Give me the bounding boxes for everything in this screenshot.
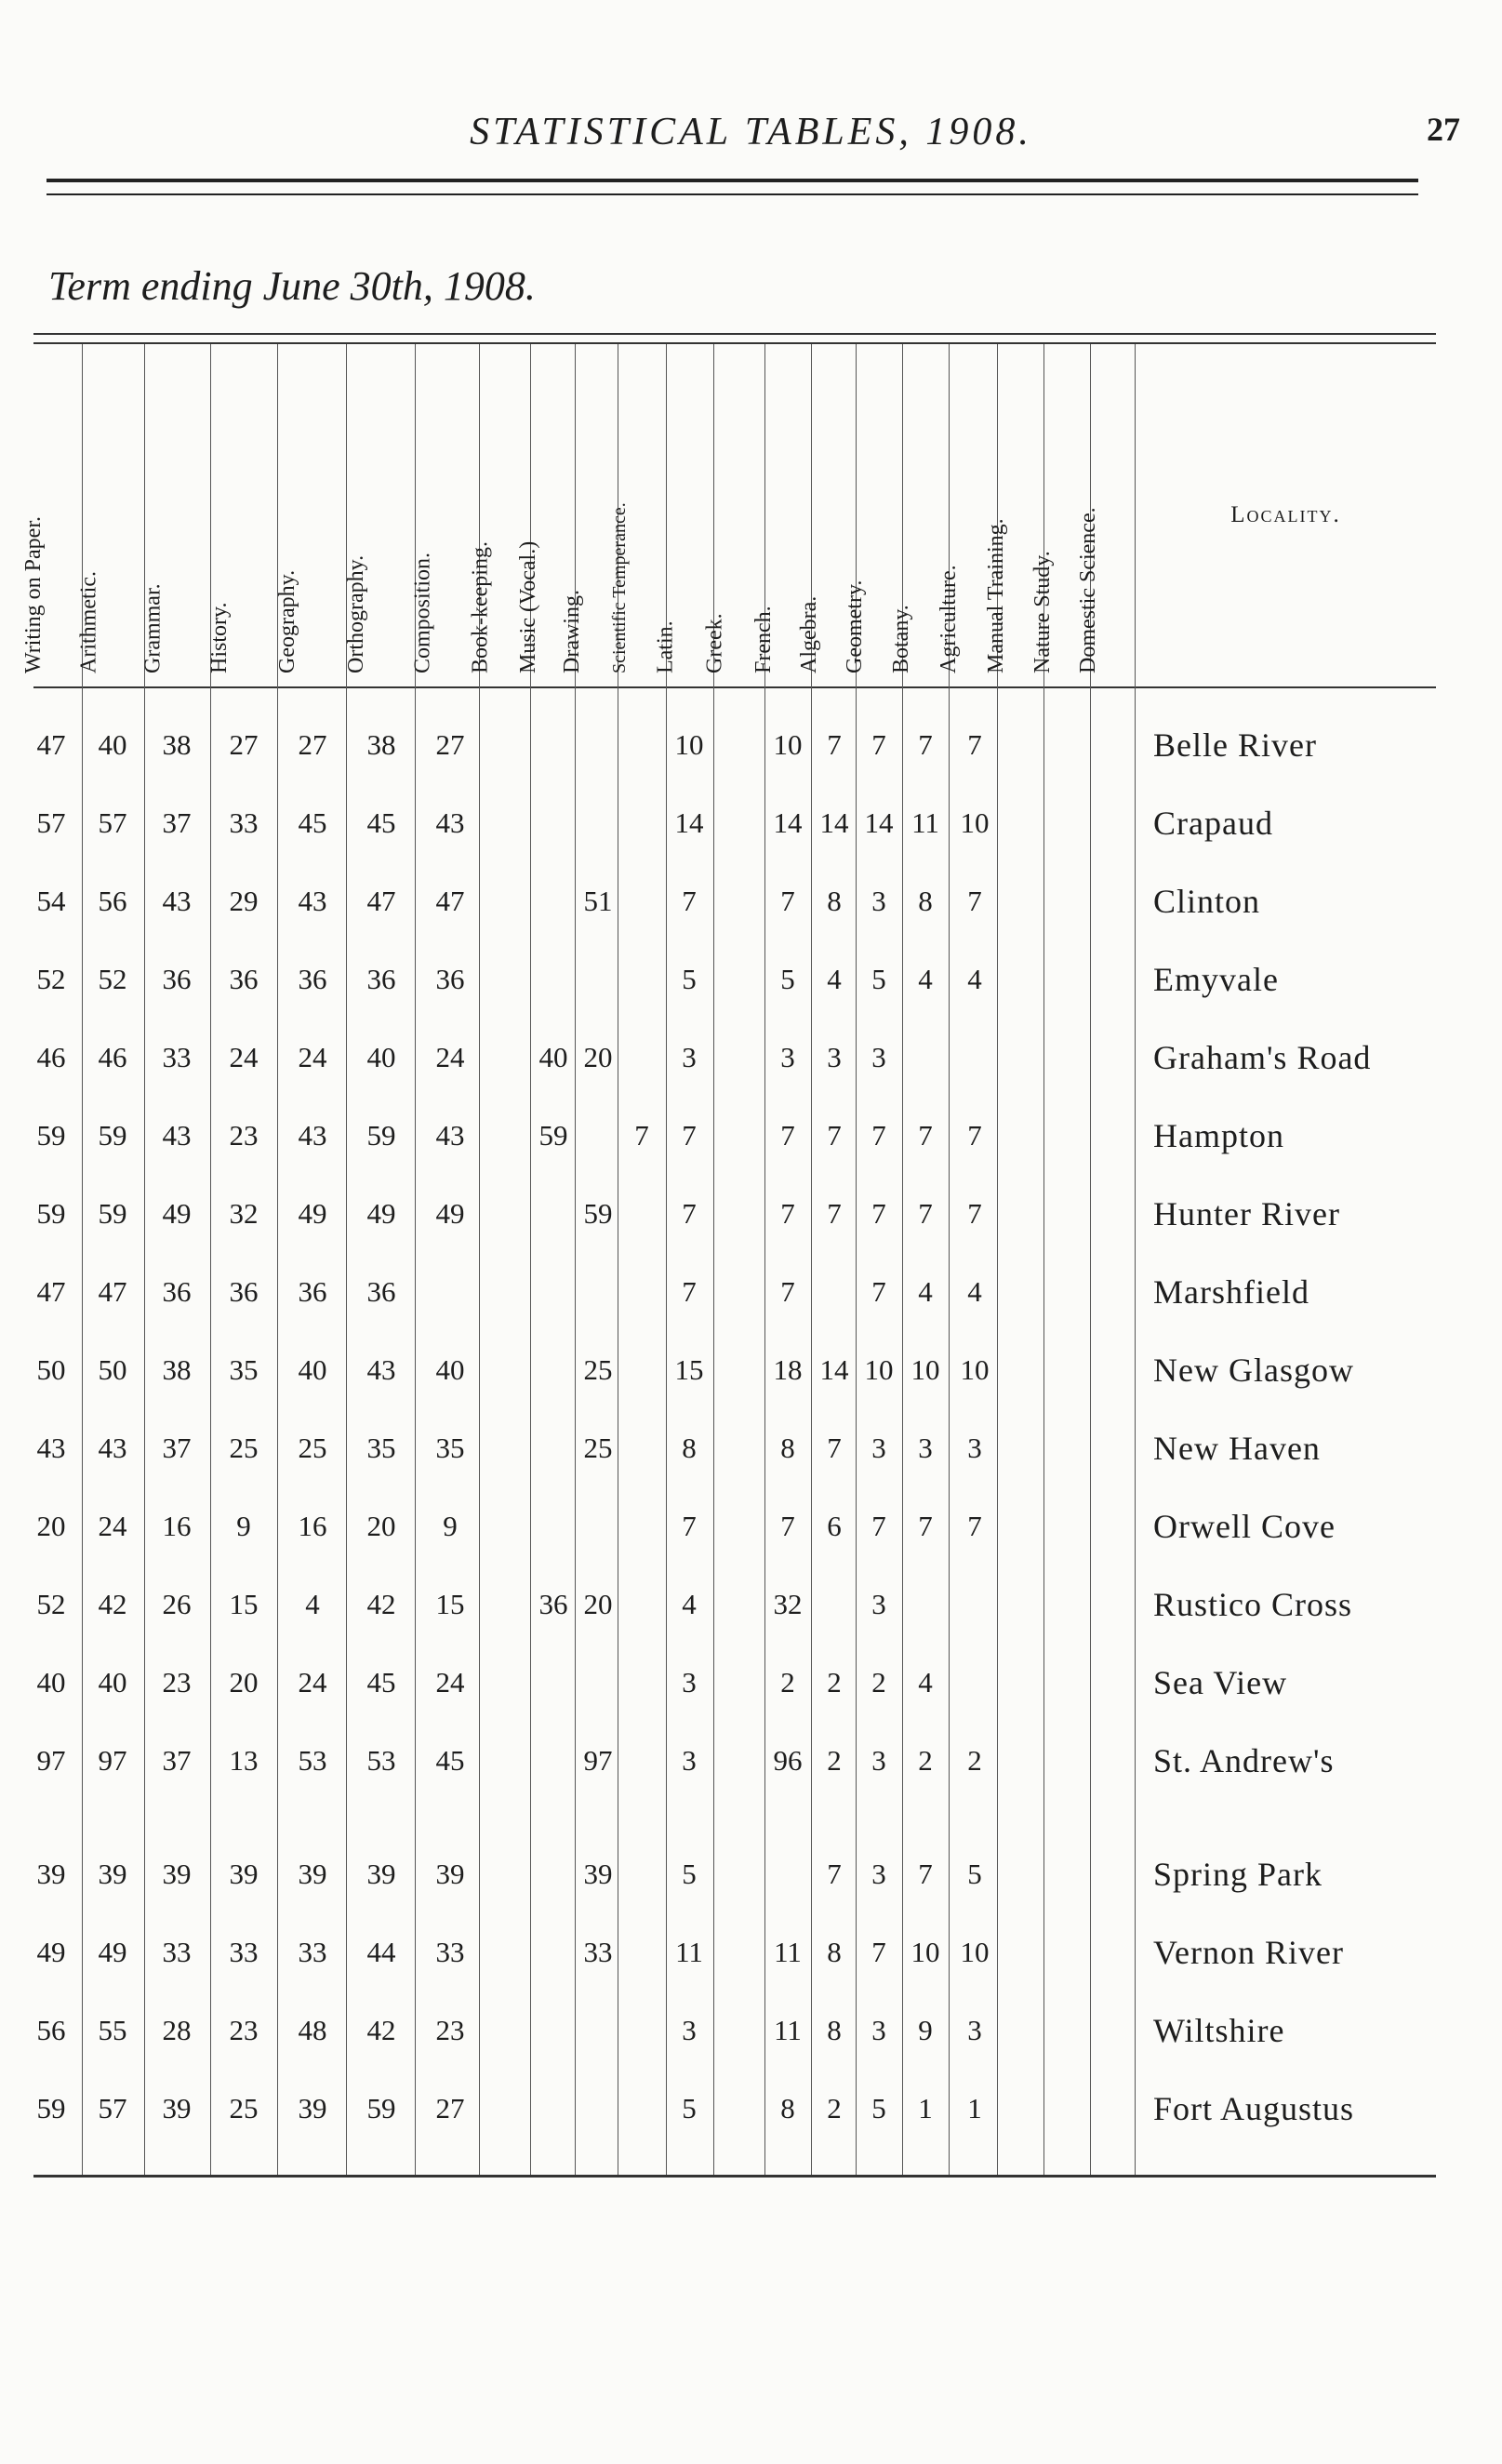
- locality-name: New Glasgow: [1153, 1352, 1354, 1389]
- table-cell: 3: [871, 1588, 886, 1620]
- table-cell: 20: [583, 1041, 613, 1073]
- table-cell: 3: [827, 1041, 842, 1073]
- table-cell: 59: [98, 1119, 127, 1152]
- table-cell: 49: [366, 1197, 396, 1230]
- table-cell: 28: [162, 2014, 192, 2046]
- table-cell: 37: [162, 1432, 192, 1464]
- table-cell: 15: [435, 1588, 465, 1620]
- table-cell: 40: [538, 1041, 568, 1073]
- table-cell: 7: [918, 1510, 933, 1542]
- table-cell: 27: [435, 2092, 465, 2124]
- table-cell: 46: [98, 1041, 127, 1073]
- locality-name: Crapaud: [1153, 805, 1273, 842]
- table-cell: 15: [674, 1353, 704, 1386]
- table-cell: 39: [298, 1858, 327, 1890]
- table-cell: 7: [871, 1197, 886, 1230]
- table-cell: 8: [827, 2014, 842, 2046]
- table-cell: 47: [98, 1275, 127, 1308]
- table-cell: 14: [674, 806, 704, 839]
- column-header: [346, 344, 415, 686]
- column-header-label: Manual Training.: [984, 518, 1008, 673]
- column-divider: [1135, 344, 1136, 2175]
- table-cell: 16: [298, 1510, 327, 1542]
- table-cell: 36: [229, 1275, 259, 1308]
- table-cell: 24: [435, 1666, 465, 1698]
- table-cell: 7: [682, 1510, 697, 1542]
- column-header-label: Botany.: [889, 605, 913, 673]
- table-cell: 47: [435, 885, 465, 917]
- column-header-label: Scientific Temperance.: [609, 502, 630, 673]
- table-cell: 20: [229, 1666, 259, 1698]
- column-header: [21, 344, 82, 686]
- table-cell: 9: [443, 1510, 458, 1542]
- table-cell: 7: [827, 1119, 842, 1152]
- table-cell: 59: [36, 2092, 66, 2124]
- locality-name: Emyvale: [1153, 961, 1279, 998]
- table-cell: 49: [435, 1197, 465, 1230]
- table-cell: 57: [36, 806, 66, 839]
- table-cell: 47: [36, 1275, 66, 1308]
- table-cell: 7: [827, 728, 842, 761]
- table-cell: 20: [366, 1510, 396, 1542]
- title-rule: [47, 179, 1418, 195]
- table-cell: 10: [960, 1936, 990, 1968]
- column-header: [76, 344, 144, 686]
- table-cell: 5: [682, 1858, 697, 1890]
- table-cell: 5: [780, 963, 795, 995]
- table-cell: 57: [98, 806, 127, 839]
- table-cell: 8: [780, 1432, 795, 1464]
- table-cell: 2: [967, 1744, 982, 1777]
- table-cell: 45: [366, 806, 396, 839]
- table-cell: 7: [780, 1275, 795, 1308]
- table-cell: 7: [780, 1119, 795, 1152]
- table-cell: 4: [682, 1588, 697, 1620]
- table-cell: 3: [918, 1432, 933, 1464]
- table-cell: 3: [780, 1041, 795, 1073]
- table-cell: 3: [682, 2014, 697, 2046]
- table-cell: 39: [583, 1858, 613, 1890]
- table-cell: 16: [162, 1510, 192, 1542]
- table-cell: 9: [236, 1510, 251, 1542]
- table-cell: 3: [967, 2014, 982, 2046]
- table-cell: 23: [229, 1119, 259, 1152]
- table-cell: 2: [827, 1666, 842, 1698]
- locality-name: Belle River: [1153, 726, 1317, 764]
- table-cell: 7: [871, 728, 886, 761]
- table-cell: 24: [98, 1510, 127, 1542]
- table-bottom-rule: [33, 2175, 1436, 2178]
- table-cell: 54: [36, 885, 66, 917]
- table-cell: 36: [162, 963, 192, 995]
- table-cell: 23: [435, 2014, 465, 2046]
- column-header-label: Composition.: [410, 552, 435, 673]
- table-cell: 11: [675, 1936, 703, 1968]
- table-cell: 97: [98, 1744, 127, 1777]
- table-cell: 52: [98, 963, 127, 995]
- locality-column-header: Locality.: [1230, 502, 1341, 527]
- table-cell: 7: [780, 1510, 795, 1542]
- locality-name: Wiltshire: [1153, 2012, 1285, 2049]
- table-cell: 4: [918, 1275, 933, 1308]
- table-cell: 6: [827, 1510, 842, 1542]
- column-header-label: Nature Study.: [1030, 551, 1055, 673]
- table-cell: 5: [682, 2092, 697, 2124]
- table-cell: 50: [36, 1353, 66, 1386]
- table-cell: 4: [305, 1588, 320, 1620]
- table-cell: 50: [98, 1353, 127, 1386]
- table-cell: 40: [298, 1353, 327, 1386]
- table-cell: 49: [162, 1197, 192, 1230]
- table-cell: 35: [366, 1432, 396, 1464]
- table-cell: 36: [435, 963, 465, 995]
- table-cell: 10: [960, 1353, 990, 1386]
- table-cell: 59: [36, 1197, 66, 1230]
- table-cell: 3: [967, 1432, 982, 1464]
- locality-name: Spring Park: [1153, 1856, 1323, 1893]
- table-cell: 4: [918, 1666, 933, 1698]
- table-cell: 2: [871, 1666, 886, 1698]
- table-top-rule: [33, 333, 1436, 344]
- table-cell: 36: [366, 963, 396, 995]
- table-cell: 7: [780, 885, 795, 917]
- locality-name: Fort Augustus: [1153, 2090, 1355, 2127]
- table-cell: 3: [682, 1744, 697, 1777]
- locality-name: Graham's Road: [1153, 1039, 1372, 1076]
- table-cell: 59: [366, 1119, 396, 1152]
- table-cell: 7: [967, 1197, 982, 1230]
- table-cell: 24: [229, 1041, 259, 1073]
- table-cell: 44: [366, 1936, 396, 1968]
- table-cell: 38: [162, 728, 192, 761]
- table-cell: 39: [162, 2092, 192, 2124]
- locality-name: Clinton: [1153, 883, 1261, 920]
- table-cell: 51: [583, 885, 613, 917]
- table-cell: 9: [918, 2014, 933, 2046]
- table-cell: 7: [967, 728, 982, 761]
- table-cell: 7: [871, 1119, 886, 1152]
- column-header: [140, 344, 210, 686]
- table-cell: 14: [773, 806, 803, 839]
- table-cell: 25: [298, 1432, 327, 1464]
- table-cell: 20: [36, 1510, 66, 1542]
- table-cell: 59: [366, 2092, 396, 2124]
- table-cell: 40: [98, 1666, 127, 1698]
- table-cell: 14: [864, 806, 894, 839]
- table-cell: 27: [435, 728, 465, 761]
- table-cell: 11: [774, 1936, 802, 1968]
- table-cell: 8: [827, 885, 842, 917]
- table-cell: 59: [36, 1119, 66, 1152]
- table-cell: 7: [827, 1432, 842, 1464]
- table-cell: 23: [229, 2014, 259, 2046]
- table-cell: 36: [298, 963, 327, 995]
- table-cell: 3: [871, 1858, 886, 1890]
- table-cell: 38: [162, 1353, 192, 1386]
- table-cell: 43: [98, 1432, 127, 1464]
- table-cell: 97: [583, 1744, 613, 1777]
- table-cell: 40: [36, 1666, 66, 1698]
- column-header-label: Music (Vocal.): [516, 540, 540, 673]
- table-cell: 32: [229, 1197, 259, 1230]
- table-cell: 10: [911, 1353, 940, 1386]
- locality-name: Hampton: [1153, 1117, 1284, 1154]
- table-cell: 2: [827, 1744, 842, 1777]
- table-cell: 10: [773, 728, 803, 761]
- table-cell: 37: [162, 806, 192, 839]
- table-cell: 7: [871, 1936, 886, 1968]
- table-cell: 7: [871, 1510, 886, 1542]
- table-cell: 20: [583, 1588, 613, 1620]
- table-cell: 36: [229, 963, 259, 995]
- table-cell: 52: [36, 963, 66, 995]
- column-header-label: Book-keeping.: [468, 541, 493, 673]
- table-cell: 3: [871, 1041, 886, 1073]
- table-cell: 7: [682, 1197, 697, 1230]
- table-cell: 3: [871, 1432, 886, 1464]
- column-header: [207, 344, 277, 686]
- table-cell: 59: [583, 1197, 613, 1230]
- table-cell: 14: [819, 806, 849, 839]
- table-cell: 43: [298, 885, 327, 917]
- table-cell: 25: [583, 1353, 613, 1386]
- table-cell: 53: [366, 1744, 396, 1777]
- table-cell: 35: [229, 1353, 259, 1386]
- table-cell: 40: [98, 728, 127, 761]
- table-cell: 10: [674, 728, 704, 761]
- table-cell: 4: [918, 963, 933, 995]
- table-cell: 10: [864, 1353, 894, 1386]
- table-cell: 36: [538, 1588, 568, 1620]
- column-header-label: History.: [207, 602, 232, 673]
- table-cell: 49: [298, 1197, 327, 1230]
- table-cell: 5: [967, 1858, 982, 1890]
- table-cell: 43: [298, 1119, 327, 1152]
- table-cell: 11: [774, 2014, 802, 2046]
- table-cell: 33: [229, 1936, 259, 1968]
- table-cell: 32: [773, 1588, 803, 1620]
- table-cell: 55: [98, 2014, 127, 2046]
- table-cell: 7: [827, 1858, 842, 1890]
- column-header-label: Geography.: [275, 569, 299, 673]
- table-cell: 2: [827, 2092, 842, 2124]
- table-cell: 8: [827, 1936, 842, 1968]
- table-cell: 39: [162, 1858, 192, 1890]
- table-cell: 24: [298, 1041, 327, 1073]
- table-cell: 39: [98, 1858, 127, 1890]
- table-cell: 45: [298, 806, 327, 839]
- table-cell: 36: [298, 1275, 327, 1308]
- table-cell: 40: [435, 1353, 465, 1386]
- table-cell: 43: [435, 1119, 465, 1152]
- locality-name: St. Andrew's: [1153, 1742, 1335, 1779]
- table-cell: 56: [36, 2014, 66, 2046]
- table-cell: 25: [229, 2092, 259, 2124]
- table-cell: 48: [298, 2014, 327, 2046]
- table-cell: 8: [780, 2092, 795, 2124]
- table-cell: 3: [871, 2014, 886, 2046]
- table-cell: 10: [960, 806, 990, 839]
- table-cell: 7: [967, 1510, 982, 1542]
- table-cell: 49: [36, 1936, 66, 1968]
- table-cell: 11: [911, 806, 939, 839]
- table-cell: 13: [229, 1744, 259, 1777]
- locality-name: Marshfield: [1153, 1273, 1309, 1311]
- table-cell: 7: [871, 1275, 886, 1308]
- table-cell: 43: [36, 1432, 66, 1464]
- table-cell: 43: [435, 806, 465, 839]
- locality-name: Orwell Cove: [1153, 1508, 1336, 1545]
- table-cell: 33: [298, 1936, 327, 1968]
- table-cell: 49: [98, 1936, 127, 1968]
- column-header-label: Agriculture.: [937, 565, 961, 673]
- table-cell: 45: [435, 1744, 465, 1777]
- table-cell: 15: [229, 1588, 259, 1620]
- table-cell: 4: [967, 963, 982, 995]
- table-cell: 24: [298, 1666, 327, 1698]
- column-header-label: Algebra.: [797, 595, 821, 673]
- table-cell: 36: [162, 1275, 192, 1308]
- table-cell: 1: [967, 2092, 982, 2124]
- column-header-label: Orthography.: [344, 554, 368, 673]
- table-cell: 59: [538, 1119, 568, 1152]
- table-cell: 33: [229, 806, 259, 839]
- column-header-label: Arithmetic.: [76, 571, 101, 673]
- table-cell: 7: [682, 885, 697, 917]
- table-cell: 33: [162, 1041, 192, 1073]
- table-cell: 7: [967, 1119, 982, 1152]
- table-cell: 18: [773, 1353, 803, 1386]
- table-cell: 23: [162, 1666, 192, 1698]
- table-cell: 25: [229, 1432, 259, 1464]
- table-cell: 47: [366, 885, 396, 917]
- table-cell: 40: [366, 1041, 396, 1073]
- column-header-label: Latin.: [653, 620, 678, 673]
- locality-name: Vernon River: [1153, 1934, 1344, 1971]
- table-cell: 7: [918, 728, 933, 761]
- table-cell: 42: [98, 1588, 127, 1620]
- table-cell: 5: [682, 963, 697, 995]
- column-header-label: Drawing.: [560, 590, 584, 673]
- table-cell: 39: [36, 1858, 66, 1890]
- table-cell: 27: [298, 728, 327, 761]
- table-cell: 97: [36, 1744, 66, 1777]
- table-cell: 5: [871, 963, 886, 995]
- table-cell: 24: [435, 1041, 465, 1073]
- table-cell: 7: [918, 1858, 933, 1890]
- table-cell: 25: [583, 1432, 613, 1464]
- table-cell: 7: [634, 1119, 649, 1152]
- table-cell: 7: [827, 1197, 842, 1230]
- table-cell: 3: [871, 885, 886, 917]
- column-header-label: Domestic Science.: [1076, 507, 1100, 673]
- locality-name: Hunter River: [1153, 1195, 1340, 1232]
- table-cell: 7: [967, 885, 982, 917]
- column-header-label: Geometry.: [843, 579, 867, 673]
- column-header-label: French.: [751, 606, 776, 673]
- table-cell: 96: [773, 1744, 803, 1777]
- table-cell: 8: [682, 1432, 697, 1464]
- table-cell: 53: [298, 1744, 327, 1777]
- table-cell: 7: [682, 1275, 697, 1308]
- table-cell: 35: [435, 1432, 465, 1464]
- header-rule: [33, 686, 1436, 688]
- table-cell: 7: [780, 1197, 795, 1230]
- table-cell: 59: [98, 1197, 127, 1230]
- table-cell: 7: [918, 1119, 933, 1152]
- table-cell: 33: [162, 1936, 192, 1968]
- table-cell: 39: [229, 1858, 259, 1890]
- page-number: 27: [1427, 111, 1460, 148]
- table-cell: 47: [36, 728, 66, 761]
- table-cell: 43: [162, 885, 192, 917]
- table-cell: 4: [827, 963, 842, 995]
- table-cell: 7: [682, 1119, 697, 1152]
- table-cell: 29: [229, 885, 259, 917]
- column-header: [1076, 344, 1135, 686]
- table-cell: 2: [918, 1744, 933, 1777]
- column-header-label: Greek.: [702, 613, 727, 673]
- table-cell: 39: [298, 2092, 327, 2124]
- table-cell: 7: [918, 1197, 933, 1230]
- locality-name: Sea View: [1153, 1664, 1288, 1701]
- table-cell: 42: [366, 1588, 396, 1620]
- column-header: [277, 344, 346, 686]
- column-header-label: Grammar.: [140, 583, 166, 673]
- term-heading: Term ending June 30th, 1908.: [48, 263, 536, 309]
- table-cell: 14: [819, 1353, 849, 1386]
- table-cell: 33: [435, 1936, 465, 1968]
- table-cell: 8: [918, 885, 933, 917]
- locality-name: Rustico Cross: [1153, 1586, 1353, 1623]
- table-cell: 42: [366, 2014, 396, 2046]
- table-cell: 27: [229, 728, 259, 761]
- table-cell: 36: [366, 1275, 396, 1308]
- table-cell: 57: [98, 2092, 127, 2124]
- table-cell: 4: [967, 1275, 982, 1308]
- table-cell: 10: [911, 1936, 940, 1968]
- table-cell: 2: [780, 1666, 795, 1698]
- table-cell: 43: [162, 1119, 192, 1152]
- table-cell: 43: [366, 1353, 396, 1386]
- table-cell: 33: [583, 1936, 613, 1968]
- table-cell: 39: [435, 1858, 465, 1890]
- page-title: STATISTICAL TABLES, 1908.: [470, 111, 1032, 153]
- table-cell: 5: [871, 2092, 886, 2124]
- table-cell: 1: [918, 2092, 933, 2124]
- table-cell: 52: [36, 1588, 66, 1620]
- table-cell: 45: [366, 1666, 396, 1698]
- table-cell: 3: [682, 1666, 697, 1698]
- table-cell: 56: [98, 885, 127, 917]
- table-cell: 38: [366, 728, 396, 761]
- table-cell: 3: [871, 1744, 886, 1777]
- table-cell: 46: [36, 1041, 66, 1073]
- column-header-label: Writing on Paper.: [21, 515, 46, 673]
- table-cell: 3: [682, 1041, 697, 1073]
- table-cell: 39: [366, 1858, 396, 1890]
- table-cell: 37: [162, 1744, 192, 1777]
- locality-name: New Haven: [1153, 1430, 1321, 1467]
- table-cell: 26: [162, 1588, 192, 1620]
